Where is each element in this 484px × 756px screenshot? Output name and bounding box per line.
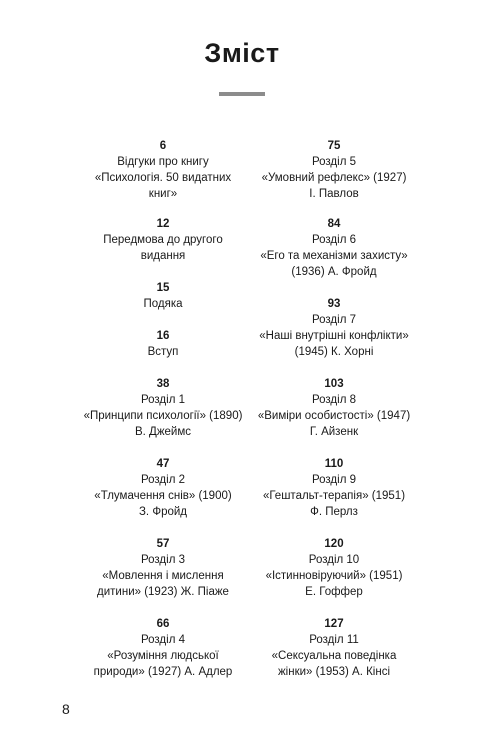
toc-entry-line: «Істинновіруючий» (1951): [265, 570, 403, 582]
toc-entry-line: Подяка: [143, 298, 183, 310]
toc-entry-line: Вступ: [147, 346, 179, 358]
toc-entry-line: «Гештальт-терапія» (1951): [262, 490, 406, 502]
toc-entry-line: Розділ 1: [140, 394, 186, 406]
toc-entry-line: Г. Айзенк: [309, 426, 359, 438]
toc-entry: [252, 296, 416, 360]
toc-entry-line: Розділ 8: [311, 394, 357, 406]
toc-entry-line: Ф. Перлз: [310, 506, 358, 518]
toc-entry-line: дитини» (1923) Ж. Піаже: [97, 586, 229, 598]
toc-entry-line: Розділ 9: [311, 474, 357, 486]
toc-entry-line: «Виміри особистості» (1947): [257, 410, 411, 422]
toc-page-number: 66: [156, 618, 170, 630]
toc-page-number: 47: [156, 458, 170, 470]
toc-page-number: 16: [156, 330, 170, 342]
toc-page-number: 6: [159, 140, 167, 152]
toc-entry-line: Відгуки про книгу: [117, 156, 209, 168]
toc-page-number: 84: [327, 218, 341, 230]
toc-entry-line: книг»: [148, 188, 178, 200]
toc-page-number: 127: [324, 618, 344, 630]
toc-entry-line: Розділ 5: [311, 156, 357, 168]
toc-entry: [81, 138, 245, 202]
toc-entry-line: Розділ 7: [311, 314, 357, 326]
toc-page-number: 120: [324, 538, 344, 550]
toc-entry-line: природи» (1927) А. Адлер: [93, 666, 233, 678]
toc-entry: [252, 216, 416, 280]
toc-entry: [81, 376, 245, 440]
toc-entry-line: Е. Гоффер: [305, 586, 363, 598]
toc-page-number: 103: [324, 378, 344, 390]
toc-entry-line: Розділ 4: [140, 634, 186, 646]
toc-entry-line: «Наші внутрішні конфлікти»: [259, 330, 409, 342]
toc-entry-line: видання: [140, 250, 186, 262]
toc-entry-line: Передмова до другого: [103, 234, 223, 246]
toc-entry-line: Розділ 6: [311, 234, 357, 246]
toc-entry-line: З. Фройд: [138, 506, 187, 518]
toc-entry-line: «Его та механізми захисту»: [260, 250, 408, 262]
page-number: 8: [62, 701, 70, 717]
toc-entry-line: «Сексуальна поведінка: [271, 650, 397, 662]
toc-entry-line: В. Джеймс: [134, 426, 192, 438]
toc-entry: [81, 536, 245, 600]
toc-page-number: 57: [156, 538, 170, 550]
page-title: Зміст: [204, 38, 280, 68]
toc-entry-line: Розділ 2: [140, 474, 186, 486]
toc-entry: [81, 216, 245, 264]
toc-entry: [252, 616, 416, 680]
toc-entry-line: «Розуміння людської: [107, 650, 219, 662]
toc-entry-line: «Тлумачення снів» (1900): [94, 490, 232, 502]
toc-entry: [252, 138, 416, 202]
toc-page-number: 110: [324, 458, 344, 470]
toc-entry-line: «Мовлення і мислення: [102, 570, 224, 582]
toc-entry: [252, 536, 416, 600]
toc-entry: [81, 280, 245, 312]
toc-entry: [81, 616, 245, 680]
toc-page-number: 93: [327, 298, 341, 310]
toc-page-number: 12: [156, 218, 170, 230]
title-divider: [219, 92, 265, 96]
toc-entry: [81, 328, 245, 360]
toc-entry-line: (1945) К. Хорні: [294, 346, 374, 358]
toc-entry-line: Розділ 10: [308, 554, 360, 566]
toc-entry: [81, 456, 245, 520]
toc-entry-line: «Принципи психології» (1890): [83, 410, 243, 422]
toc-entry-line: Розділ 3: [140, 554, 186, 566]
toc-entry: [252, 376, 416, 440]
toc-entry-line: «Психологія. 50 видатних: [94, 172, 232, 184]
toc-entry-line: І. Павлов: [309, 188, 359, 200]
toc-entry-line: жінки» (1953) А. Кінсі: [277, 666, 391, 678]
toc-page-number: 75: [327, 140, 341, 152]
toc-entry-line: «Умовний рефлекс» (1927): [261, 172, 407, 184]
toc-entry-line: (1936) А. Фройд: [291, 266, 377, 278]
toc-page-number: 38: [156, 378, 170, 390]
toc-entry: [252, 456, 416, 520]
toc-entry-line: Розділ 11: [309, 634, 359, 646]
toc-page-number: 15: [156, 282, 170, 294]
